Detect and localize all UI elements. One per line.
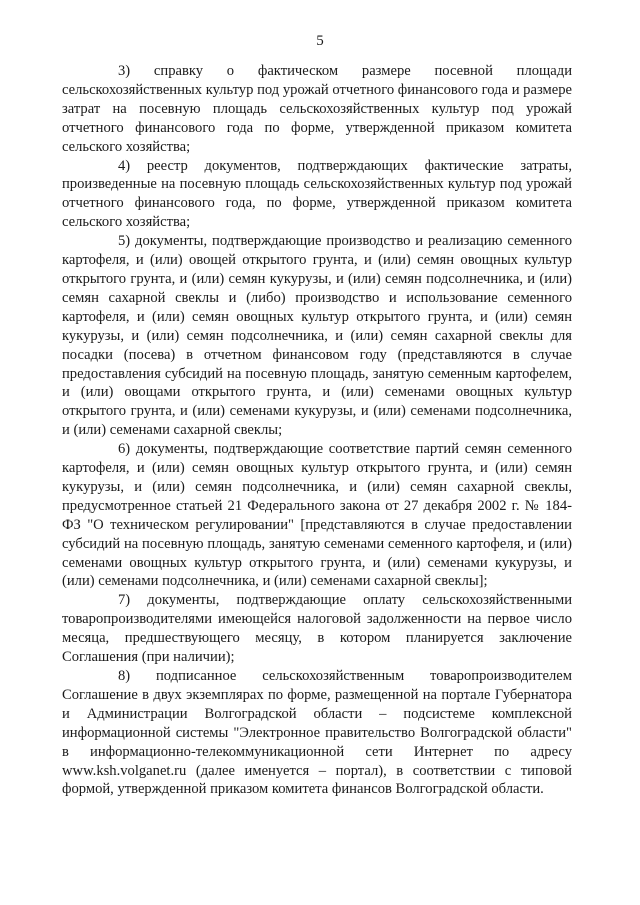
document-body — [62, 62, 572, 799]
paragraph-item-4: 4) реестр документов, подтверждающих фактические затраты, произведенные на посевную площадь сельскохозяйственных культур под урожай отчетного финансового года, по форме, утвержденной приказом комитета сельского хозяйства; — [62, 157, 572, 231]
page-number: 5 — [316, 33, 324, 49]
paragraph-item-3: 3) справку о фактическом размере посевной площади сельскохозяйственных культур под урожай отчетного финансового года и размере затрат на посевную площадь сельскохозяйственных культур под урожай отчетного финансового года по форме, утвержденной приказом комитета сельского хозяйства; — [62, 63, 572, 155]
paragraph-item-7: 7) документы, подтверждающие оплату сельскохозяйственными товаропроизводителями имеющейся налоговой задолженности на первое число месяца, предшествующего месяцу, в котором планируется заключение Соглашения (при наличии); — [62, 592, 572, 666]
paragraph-item-8: 8) подписанное сельскохозяйственным товаропроизводителем Соглашение в двух экземплярах по форме, размещенной на портале Губернатора и Администрации Волгоградской области – подсистеме комплексной информационной системы "Электронное правительство Волгоградской области" в информационно-телекоммуникационной сети Интернет по адресу www.ksh.volganet.ru (далее именуется – портал), в соответствии с типовой формой, утвержденной приказом комитета финансов Волгоградской области. — [62, 668, 572, 798]
paragraph-item-5: 5) документы, подтверждающие производство и реализацию семенного картофеля, и (или) овощей открытого грунта, и (или) семян овощных культур открытого грунта, и (или) семян кукурузы, и (или) семян подсолнечника, и (или) семян сахарной свеклы и (либо) производство и использование семенного картофеля, и (или) семян овощных культур открытого грунта, и (или) семян кукурузы, и (или) семян подсолнечника, и (или) семян сахарной свеклы для посадки (посева) в отчетном финансовом году (представляются в случае предоставления субсидий на посевную площадь, занятую семенным картофелем, и (или) овощами открытого грунта, и (или) семенами овощных культур открытого грунта, и (или) семенами кукурузы, и (или) семенами подсолнечника, и (или) семенами сахарной свеклы; — [62, 233, 572, 439]
paragraph-item-6: 6) документы, подтверждающие соответствие партий семян семенного картофеля, и (или) семян овощных культур открытого грунта, и (или) семян кукурузы, и (или) семян подсолнечника, и (или) семян сахарной свеклы, предусмотренное статьей 21 Федерального закона от 27 декабря 2002 г. № 184-ФЗ "О техническом регулировании" [представляются в случае предоставлении субсидий на посевную площадь, занятую семенами семенного картофеля, и (или) семенами овощных культур открытого грунта, и (или) семенами кукурузы, и (или) семенами подсолнечника, и (или) семенами сахарной свеклы]; — [62, 441, 572, 590]
